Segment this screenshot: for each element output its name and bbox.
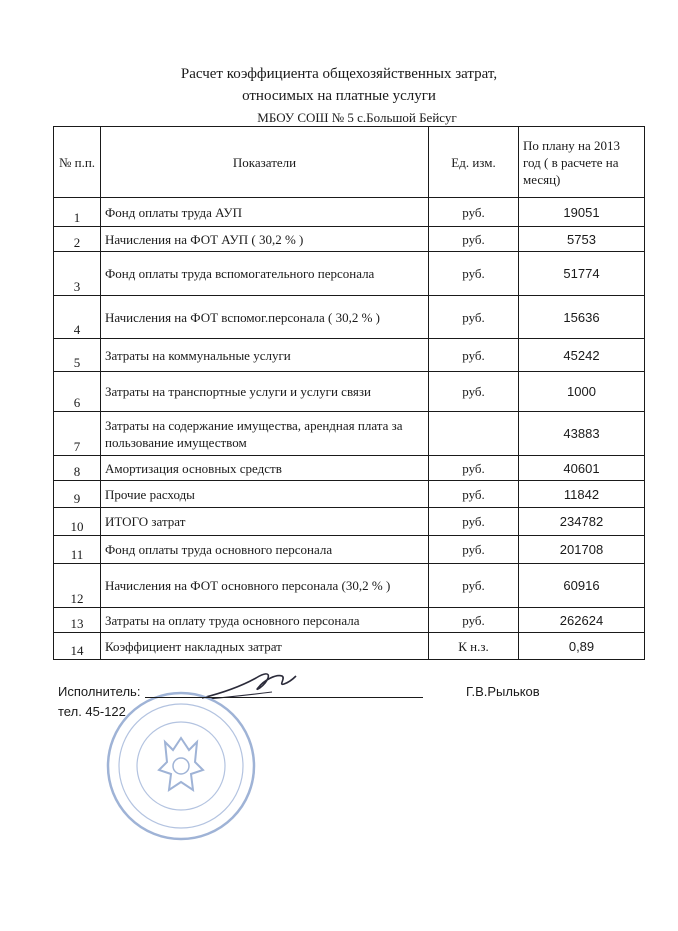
row-number: 14 (54, 633, 101, 660)
table-row (54, 481, 645, 508)
row-indicator: Фонд оплаты труда АУП (101, 198, 429, 227)
row-indicator: Фонд оплаты труда основного персонала (101, 536, 429, 564)
row-indicator: Фонд оплаты труда вспомогательного персонала (101, 252, 429, 296)
row-value: 0,89 (519, 633, 645, 660)
row-unit: руб. (429, 536, 519, 564)
row-number: 7 (54, 412, 101, 456)
row-unit: руб. (429, 481, 519, 508)
row-number: 4 (54, 296, 101, 339)
cost-table (53, 126, 645, 660)
table-body (54, 198, 645, 660)
row-number: 8 (54, 456, 101, 481)
header-plan: По плану на 2013 год ( в расчете на месяц) (519, 127, 645, 198)
row-value: 201708 (519, 536, 645, 564)
table-row (54, 296, 645, 339)
row-indicator: Начисления на ФОТ основного персонала (30,2 % ) (101, 564, 429, 608)
table-row (54, 456, 645, 481)
row-indicator: Затраты на содержание имущества, арендная плата за пользование имуществом (101, 412, 429, 456)
row-value: 11842 (519, 481, 645, 508)
document-title-line2: относимых на платные услуги (242, 88, 436, 104)
row-value: 5753 (519, 227, 645, 252)
row-value: 1000 (519, 372, 645, 412)
round-stamp-icon (105, 690, 257, 842)
row-indicator: Затраты на коммунальные услуги (101, 339, 429, 372)
row-number: 1 (54, 198, 101, 227)
table-row (54, 412, 645, 456)
executor-label: Исполнитель: (58, 684, 141, 699)
row-unit: руб. (429, 456, 519, 481)
row-indicator: Затраты на транспортные услуги и услуги связи (101, 372, 429, 412)
row-number: 10 (54, 508, 101, 536)
row-value: 19051 (519, 198, 645, 227)
executor-name: Г.В.Рыльков (466, 684, 540, 699)
row-unit (429, 412, 519, 456)
row-number: 6 (54, 372, 101, 412)
row-unit: руб. (429, 372, 519, 412)
executor-phone: тел. 45-122 (58, 704, 126, 719)
row-unit: руб. (429, 564, 519, 608)
row-value: 15636 (519, 296, 645, 339)
row-indicator: Коэффициент накладных затрат (101, 633, 429, 660)
row-number: 12 (54, 564, 101, 608)
row-unit: руб. (429, 339, 519, 372)
table-row (54, 227, 645, 252)
table-row (54, 508, 645, 536)
row-indicator: Начисления на ФОТ вспомог.персонала ( 30,2 % ) (101, 296, 429, 339)
row-value: 51774 (519, 252, 645, 296)
table-row (54, 198, 645, 227)
row-indicator: Начисления на ФОТ АУП ( 30,2 % ) (101, 227, 429, 252)
header-number: № п.п. (54, 127, 101, 198)
row-unit: руб. (429, 252, 519, 296)
row-unit: руб. (429, 508, 519, 536)
row-number: 13 (54, 608, 101, 633)
row-number: 2 (54, 227, 101, 252)
row-value: 40601 (519, 456, 645, 481)
organization-name: МБОУ СОШ № 5 с.Большой Бейсуг (257, 110, 457, 125)
row-value: 45242 (519, 339, 645, 372)
row-indicator: ИТОГО затрат (101, 508, 429, 536)
document-title-line1: Расчет коэффициента общехозяйственных затрат, (180, 66, 498, 82)
row-unit: руб. (429, 608, 519, 633)
row-indicator: Амортизация основных средств (101, 456, 429, 481)
table-row (54, 633, 645, 660)
row-unit: руб. (429, 198, 519, 227)
header-indicator: Показатели (101, 127, 429, 198)
row-indicator: Затраты на оплату труда основного персонала (101, 608, 429, 633)
table-row (54, 252, 645, 296)
row-number: 3 (54, 252, 101, 296)
table-row (54, 372, 645, 412)
header-unit: Ед. изм. (429, 127, 519, 198)
row-number: 9 (54, 481, 101, 508)
row-value: 43883 (519, 412, 645, 456)
table-row (54, 536, 645, 564)
row-number: 5 (54, 339, 101, 372)
row-number: 11 (54, 536, 101, 564)
row-unit: К н.з. (429, 633, 519, 660)
row-unit: руб. (429, 296, 519, 339)
row-indicator: Прочие расходы (101, 481, 429, 508)
row-value: 262624 (519, 608, 645, 633)
row-unit: руб. (429, 227, 519, 252)
row-value: 60916 (519, 564, 645, 608)
table-row (54, 564, 645, 608)
table-header-row (54, 127, 645, 198)
table-row (54, 608, 645, 633)
row-value: 234782 (519, 508, 645, 536)
signature-line (145, 697, 423, 698)
table-row (54, 339, 645, 372)
